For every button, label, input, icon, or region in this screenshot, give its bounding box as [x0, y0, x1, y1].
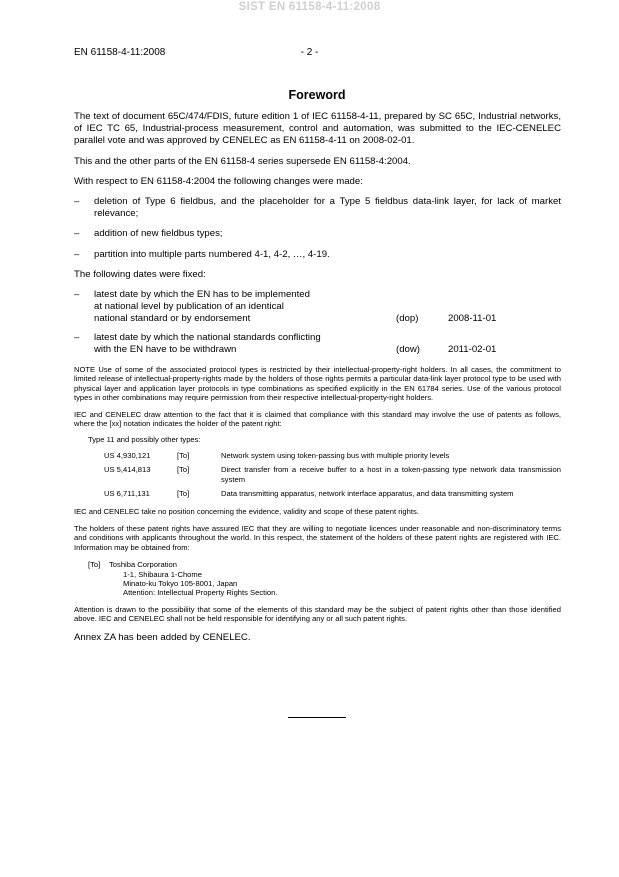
patent-number: US 4,930,121	[104, 450, 151, 460]
date-value: 2011-02-01	[448, 343, 497, 355]
date-text: at national level by publication of an identical	[94, 301, 284, 313]
end-rule	[288, 717, 346, 718]
document-id: EN 61158-4-11:2008	[74, 47, 166, 58]
list-dash: –	[74, 248, 80, 260]
list-item	[74, 228, 561, 240]
patent-row	[74, 489, 561, 498]
patent-number: US 5,414,813	[104, 465, 151, 475]
list-dash: –	[74, 289, 80, 301]
date-entry-dow	[74, 332, 561, 356]
address-line: 1-1, Shibaura 1-Chome	[123, 569, 202, 579]
list-dash: –	[74, 196, 80, 208]
holders-paragraph: The holders of these patent rights have assured IEC that they are willing to negotiate licences under reasonable and non-discriminatory terms and conditions with applicants throughout the world. In this respect, the statement of the holders of these patent rights are registered with IEC. Information may be obtained from:	[74, 523, 561, 552]
list-item	[74, 249, 561, 261]
page-title: Foreword	[288, 88, 346, 102]
patent-row	[74, 451, 561, 460]
date-text: latest date by which the EN has to be implemented	[94, 289, 310, 301]
address-line: Toshiba Corporation	[109, 560, 177, 570]
patent-intro: IEC and CENELEC draw attention to the fact that it is claimed that compliance with this standard may involve the use of patents as follows, where the [xx] notation indicates the holder of the patent right:	[74, 409, 561, 429]
list-dash: –	[74, 228, 80, 240]
patent-description: Network system using token-passing bus with multiple priority levels	[221, 450, 450, 460]
annex-paragraph: Annex ZA has been added by CENELEC.	[74, 631, 251, 643]
list-item-text: deletion of Type 6 fieldbus, and the placeholder for a Type 5 fieldbus data-link layer, for lack of market relevance;	[94, 196, 561, 220]
address-holder-code: [To]	[88, 560, 101, 570]
paragraph-dates-intro: The following dates were fixed:	[74, 268, 206, 280]
list-item	[74, 196, 561, 220]
list-item-text: addition of new fieldbus types;	[94, 228, 223, 240]
paragraph-supersede: This and the other parts of the EN 61158-4 series supersede EN 61158-4:2004.	[74, 155, 411, 167]
patent-description: Data transmitting apparatus, network interface apparatus, and data transmitting system	[221, 489, 514, 499]
patent-holder-code: [To]	[177, 465, 190, 475]
patent-description: Direct transfer from a receive buffer to a host in a token-passing type network data transmission system	[221, 465, 561, 484]
holder-address	[74, 560, 561, 598]
date-text: national standard or by endorsement	[94, 313, 251, 325]
patent-holder-code: [To]	[177, 489, 190, 499]
address-line: Minato-ku Tokyo 105-8001, Japan	[123, 578, 238, 588]
patent-number: US 6,711,131	[104, 489, 150, 499]
list-item-text: partition into multiple parts numbered 4-1, 4-2, …, 4-19.	[94, 248, 330, 260]
page-number: - 2 -	[300, 47, 319, 58]
paragraph-origin: The text of document 65C/474/FDIS, future edition 1 of IEC 61158-4-11, prepared by SC 65C, Industrial networks, of IEC TC 65, Industrial-process measurement, control and automation, was submitted to the IEC-CENELEC parallel vote and was approved by CENELEC as EN 61158-4-11 on 2008-02-01.	[74, 111, 561, 147]
no-position-paragraph: IEC and CENELEC take no position concerning the evidence, validity and scope of these patent rights.	[74, 506, 419, 516]
note-paragraph: NOTE Use of some of the associated protocol types is restricted by their intellectual-property-right holders. In all cases, the commitment to limited release of intellectual-property-rights made by the holders of those rights permits a particular data-link layer protocol type to be used with physical layer and application layer protocols in type combinations as specified explicitly in the EN 61784 series. Use of the various protocol types in other combinations may require permission from their respective intellectual-property-right holders.	[74, 365, 561, 403]
date-value: 2008-11-01	[448, 313, 497, 325]
date-code: (dow)	[396, 343, 420, 355]
paragraph-changes-intro: With respect to EN 61158-4:2004 the following changes were made:	[74, 175, 363, 187]
list-dash: –	[74, 331, 80, 343]
foreword-body	[74, 111, 561, 644]
patent-holder-code: [To]	[177, 450, 190, 460]
address-line: Attention: Intellectual Property Rights Section.	[123, 588, 278, 598]
attention-paragraph: Attention is drawn to the possibility that some of the elements of this standard may be the subject of patent rights other than those identified above. IEC and CENELEC shall not be held responsible for identifying any or all such patent rights.	[74, 604, 561, 624]
date-entry-dop	[74, 289, 561, 326]
watermark: SIST EN 61158-4-11:2008	[238, 1, 381, 13]
date-text: latest date by which the national standards conflicting	[94, 331, 321, 343]
date-text: with the EN have to be withdrawn	[94, 343, 237, 355]
patent-row	[74, 465, 561, 484]
type-line: Type 11 and possibly other types:	[88, 435, 201, 445]
date-code: (dop)	[396, 313, 419, 325]
